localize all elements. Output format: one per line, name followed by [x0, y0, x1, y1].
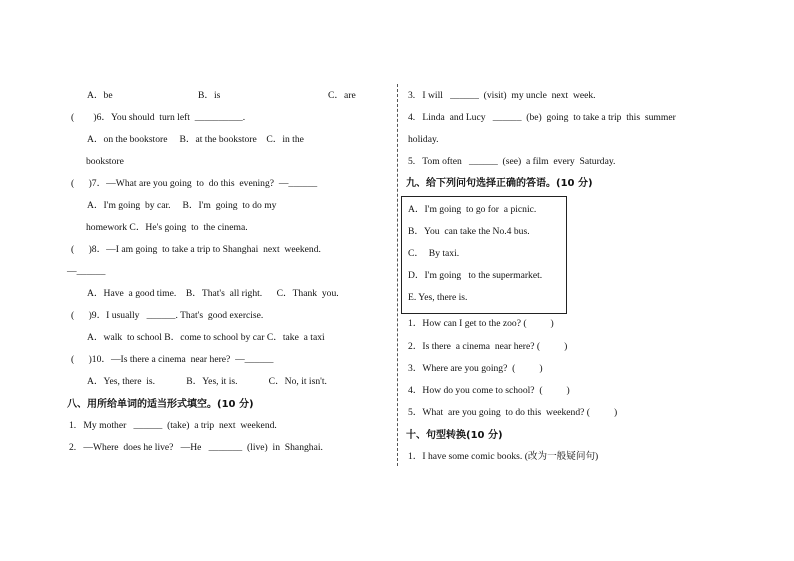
question-10-options: A．Yes, there is. B．Yes, it is. C．No, it isn't. — [87, 376, 327, 387]
section-8-item-3: 3. I will ______ (visit) my uncle next week. — [408, 90, 596, 101]
section-9-question-3: 3．Where are you going? ( ) — [408, 363, 543, 374]
section-9-question-4: 4．How do you come to school? ( ) — [408, 385, 570, 396]
answer-option-c: C． By taxi. — [408, 248, 460, 259]
question-10: ( )10．—Is there a cinema near here? —______ — [71, 354, 274, 365]
answer-option-e: E. Yes, there is. — [408, 292, 468, 303]
q5-option-a: A．be — [87, 90, 113, 101]
section-9-question-1: 1．How can I get to the zoo? ( ) — [408, 318, 554, 329]
question-6-options-cont: bookstore — [86, 156, 124, 167]
question-7-options-cont: homework C．He's going to the cinema. — [86, 222, 248, 233]
question-6: ( )6．You should turn left __________. — [71, 112, 246, 123]
section-9-question-5: 5．What are you going to do this weekend? ( ) — [408, 407, 618, 418]
q5-option-b: B．is — [198, 90, 221, 101]
column-divider — [397, 84, 398, 466]
question-8-answer-blank: —______ — [67, 266, 106, 277]
section-9-title: 九、给下列问句选择正确的答语。(10 分) — [406, 178, 593, 189]
question-8: ( )8．—I am going to take a trip to Shanghai next weekend. — [71, 244, 321, 255]
question-7: ( )7．—What are you going to do this evening? —______ — [71, 178, 318, 189]
section-9-question-2: 2．Is there a cinema near here? ( ) — [408, 341, 568, 352]
section-8-item-4-cont: holiday. — [408, 134, 439, 145]
section-8-title: 八、用所给单词的适当形式填空。(10 分) — [67, 399, 254, 410]
answer-option-b: B．You can take the No.4 bus. — [408, 226, 530, 237]
section-8-item-1: 1. My mother ______ (take) a trip next weekend. — [69, 420, 277, 431]
question-8-options: A．Have a good time. B．That's all right. C．Thank you. — [87, 288, 339, 299]
question-6-options: A．on the bookstore B．at the bookstore C．in the — [87, 134, 304, 145]
question-7-options: A．I'm going by car. B．I'm going to do my — [87, 200, 277, 211]
section-8-item-5: 5. Tom often ______ (see) a film every Saturday. — [408, 156, 616, 167]
question-9: ( )9．I usually ______. That's good exercise. — [71, 310, 264, 321]
answer-option-a: A．I'm going to go for a picnic. — [408, 204, 537, 215]
section-10-title: 十、句型转换(10 分) — [406, 430, 503, 441]
answer-option-d: D．I'm going to the supermarket. — [408, 270, 543, 281]
section-8-item-2: 2. —Where does he live? —He _______ (live) in Shanghai. — [69, 442, 323, 453]
q5-option-c: C．are — [328, 90, 356, 101]
section-8-item-4: 4. Linda and Lucy ______ (be) going to take a trip this summer — [408, 112, 676, 123]
question-9-options: A．walk to school B．come to school by car C．take a taxi — [87, 332, 325, 343]
section-10-item-1: 1．I have some comic books. (改为一般疑问句) — [408, 451, 599, 462]
